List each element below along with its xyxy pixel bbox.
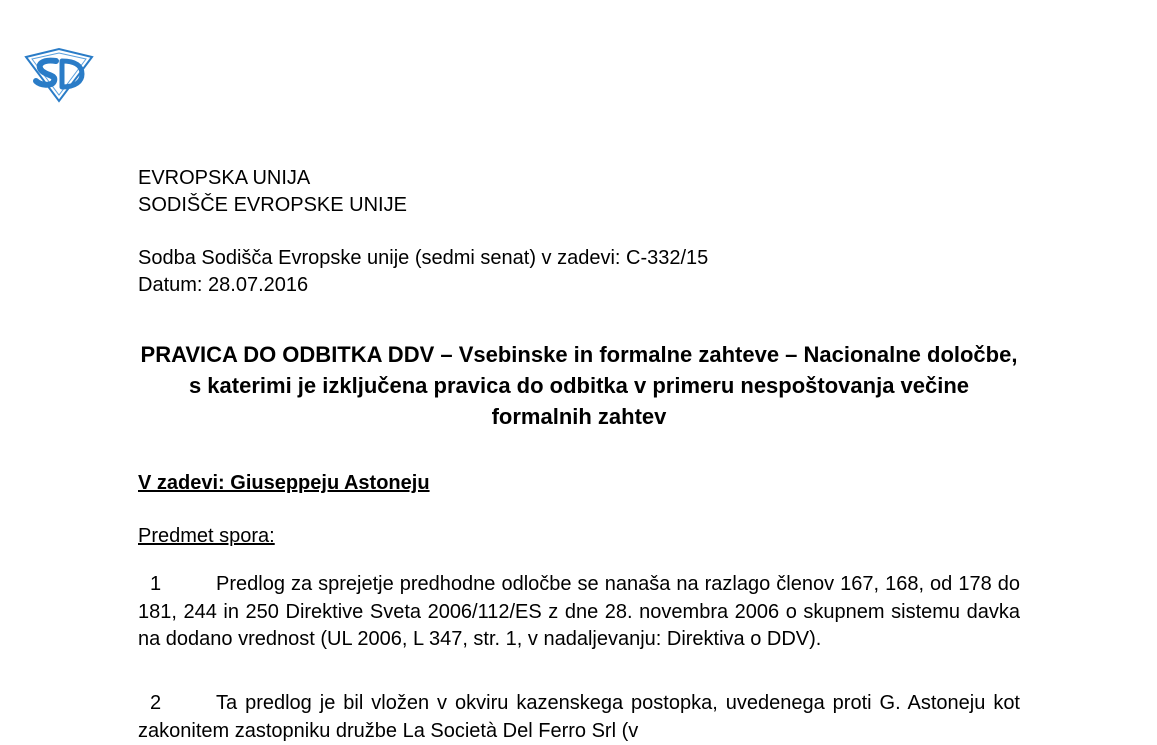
paragraph-number: 2 — [150, 692, 162, 714]
header-eu: EVROPSKA UNIJA — [138, 167, 311, 189]
judgment-reference: Sodba Sodišča Evropske unije (sedmi senat) v zadevi: C-332/15 — [138, 247, 709, 269]
paragraph-text: Ta predlog je bil vložen v okviru kazenskega postopka, uvedenega proti G. Astoneju kot zakonitem zastopniku družbe La Società Del Ferro Srl (v — [138, 692, 1020, 742]
case-label: V zadevi: Giuseppeju Astoneju — [138, 472, 430, 494]
sd-shield-logo-icon — [22, 47, 96, 103]
subject-label: Predmet spora: — [138, 525, 275, 547]
header-judgment — [138, 245, 708, 299]
paragraph — [138, 690, 1020, 745]
header-court — [138, 165, 407, 219]
paragraph-number: 1 — [150, 573, 162, 595]
paragraph-text: Predlog za sprejetje predhodne odločbe se nanaša na razlago členov 167, 168, od 178 do 181, 244 in 250 Direktive Sveta 2006/112/ES z dne 28. novembra 2006 o skupnem sistemu davka na dodano vrednost (UL 2006, L 347, str. 1, v nadaljevanju: Direktiva o DDV). — [138, 573, 1020, 650]
paragraph — [138, 571, 1020, 654]
judgment-date: Datum: 28.07.2016 — [138, 274, 309, 296]
document-title: PRAVICA DO ODBITKA DDV – Vsebinske in formalne zahteve – Nacionalne določbe, s katerimi je izključena pravica do odbitka v primeru nespoštovanja večine formalnih zahtev — [140, 342, 1018, 429]
header-court-name: SODIŠČE EVROPSKE UNIJE — [138, 194, 407, 216]
